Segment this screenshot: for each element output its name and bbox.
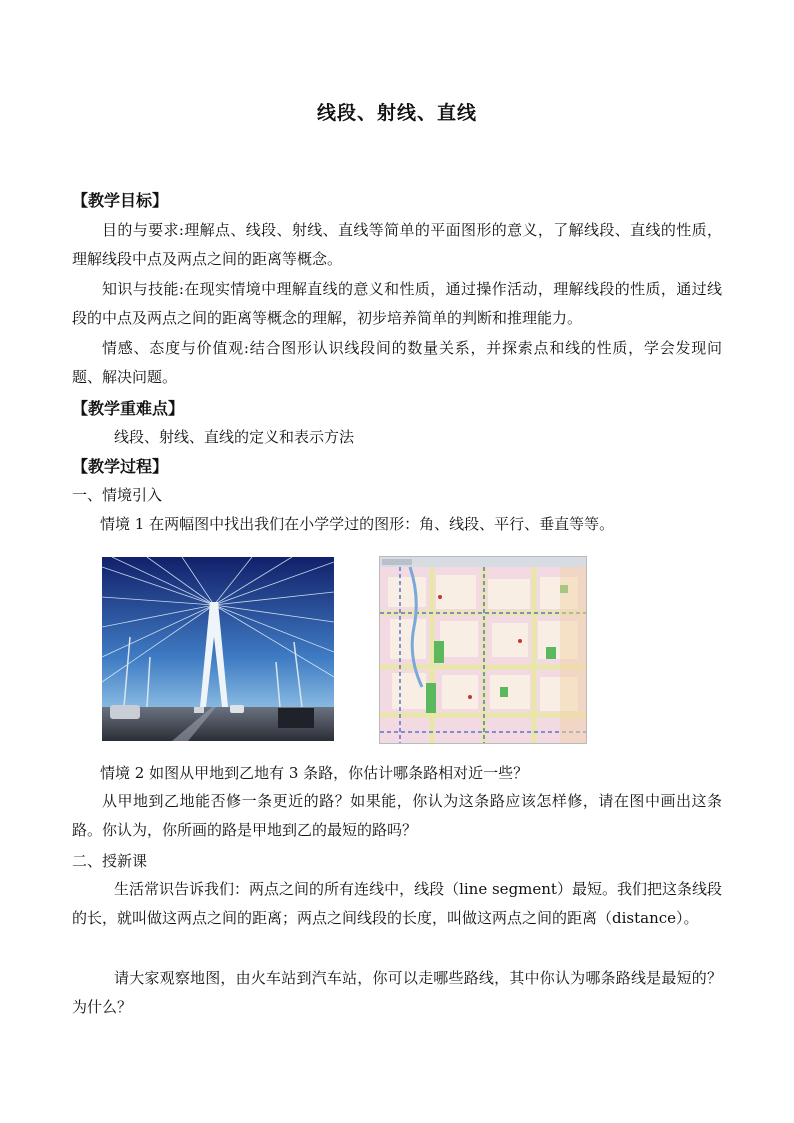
bridge-illustration [102, 557, 334, 741]
part1-heading: 一、情境引入 [72, 486, 163, 504]
key-points-text: 线段、射线、直线的定义和表示方法 [114, 428, 355, 446]
bridge-photo [102, 557, 334, 741]
goals-heading: 【教学目标】 [72, 191, 169, 210]
city-map [379, 556, 587, 744]
key-points-heading: 【教学重难点】 [72, 399, 185, 418]
scene2-followup: 从甲地到乙地能否修一条更近的路？如果能，你认为这条路应该怎样修，请在图中画出这条路。你认为，你所画的路是甲地到乙的最短的路吗？ [72, 792, 722, 839]
new-lesson-paragraph-2: 请大家观察地图，由火车站到汽车站，你可以走哪些路线，其中你认为哪条路线是最短的？为什么？ [72, 969, 722, 1016]
map-illustration [380, 557, 586, 743]
new-lesson-paragraph-1: 生活常识告诉我们：两点之间的所有连线中，线段（line segment）最短。我们把这条线段的长，就叫做这两点之间的距离；两点之间线段的长度，叫做这两点之间的距离（distance）。 [72, 880, 722, 927]
goal-attitude-values: 情感、态度与价值观:结合图形认识线段间的数量关系，并探索点和线的性质，学会发现问题、解决问题。 [72, 339, 722, 386]
scene2-text: 情境 2 如图从甲地到乙地有 3 条路，你估计哪条路相对近一些？ [100, 764, 529, 782]
goal-knowledge-skills: 知识与技能:在现实情境中理解直线的意义和性质，通过操作活动，理解线段的性质，通过线段的中点及两点之间的距离等概念的理解，初步培养简单的判断和推理能力。 [72, 280, 722, 327]
process-heading: 【教学过程】 [72, 457, 169, 476]
goal-requirements: 目的与要求:理解点、线段、射线、直线等简单的平面图形的意义，了解线段、直线的性质，理解线段中点及两点之间的距离等概念。 [72, 221, 722, 268]
page-title: 线段、射线、直线 [316, 102, 477, 124]
part2-heading: 二、授新课 [72, 852, 148, 870]
scene1-text: 情境 1 在两幅图中找出我们在小学学过的图形：角、线段、平行、垂直等等。 [100, 515, 615, 533]
